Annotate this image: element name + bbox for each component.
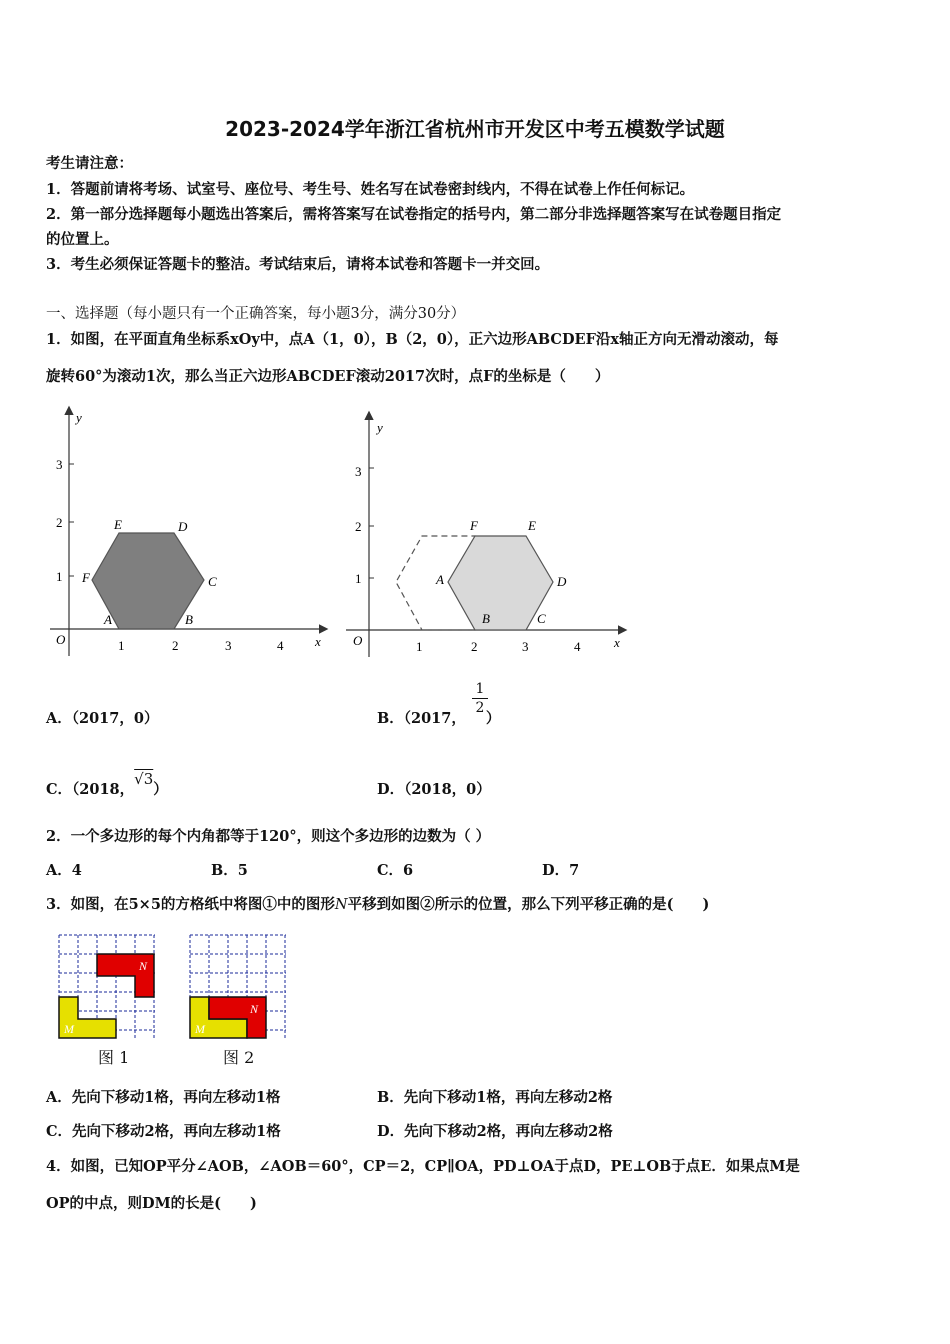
q3-option-a: A．先向下移动1格，再向左移动1格 xyxy=(46,1089,281,1106)
notice-heading: 考生请注意： xyxy=(46,155,133,172)
vertex-A: A xyxy=(436,572,444,587)
x-tick-3: 3 xyxy=(522,639,529,654)
q1-option-b-pre: B．（2017， xyxy=(377,710,466,727)
q3-option-c: C．先向下移动2格，再向左移动1格 xyxy=(46,1123,281,1140)
q1-line1: 1．如图，在平面直角坐标系xOy中，点A（1，0），B（2，0），正六边形ABCDEF沿x轴正方向无滑动滚动，每 xyxy=(46,331,779,348)
notice-item-2-cont: 的位置上。 xyxy=(46,231,119,248)
q3-option-d: D．先向下移动2格，再向左移动2格 xyxy=(377,1123,613,1140)
q1-option-c xyxy=(46,770,168,799)
page-title: 2023-2024学年浙江省杭州市开发区中考五模数学试题 xyxy=(225,117,725,141)
y-label: y xyxy=(76,410,82,425)
q3-figure-1 xyxy=(56,932,160,1040)
x-tick-2: 2 xyxy=(172,638,179,653)
x-tick-4: 4 xyxy=(277,638,284,653)
y-tick-1: 1 xyxy=(56,569,63,584)
x-tick-4: 4 xyxy=(574,639,581,654)
y-label: y xyxy=(377,420,383,435)
q1-option-c-pre: C．（2018， xyxy=(46,781,135,798)
x-label: x xyxy=(614,635,620,650)
notice-item-1: 1．答题前请将考场、试室号、座位号、考生号、姓名写在试卷密封线内，不得在试卷上作任何标记。 xyxy=(46,181,695,198)
vertex-B: B xyxy=(185,612,193,627)
q2-option-a: A．4 xyxy=(46,862,82,879)
q3-text-post: 平移到如图②所示的位置，那么下列平移正确的是( ) xyxy=(347,896,710,913)
vertex-C: C xyxy=(537,611,546,626)
q1-option-b-post: ） xyxy=(485,710,501,727)
vertex-F: F xyxy=(82,570,90,585)
notice-item-3: 3．考生必须保证答题卡的整洁。考试结束后，请将本试卷和答题卡一并交回。 xyxy=(46,256,550,273)
label-N: N xyxy=(250,1002,259,1016)
y-tick-2: 2 xyxy=(355,519,362,534)
q1-line2: 旋转60°为滚动1次，那么当正六边形ABCDEF滚动2017次时，点F的坐标是（ ） xyxy=(46,368,610,385)
notice-item-2: 2．第一部分选择题每小题选出答案后，需将答案写在试卷指定的括号内，第二部分非选择题答案写在试卷题目指定 xyxy=(46,206,782,223)
q3-text xyxy=(46,893,709,914)
q2-option-c: C．6 xyxy=(377,862,414,879)
vertex-F: F xyxy=(470,518,478,533)
vertex-D: D xyxy=(557,574,567,589)
y-tick-3: 3 xyxy=(355,464,362,479)
x-tick-1: 1 xyxy=(118,638,125,653)
label-N: N xyxy=(139,959,148,973)
vertex-E: E xyxy=(114,517,122,532)
q1-option-b-fraction xyxy=(472,681,488,716)
q1-option-c-post: ） xyxy=(153,781,168,798)
q3-option-b: B．先向下移动1格，再向左移动2格 xyxy=(377,1089,613,1106)
vertex-A: A xyxy=(104,612,112,627)
x-tick-2: 2 xyxy=(471,639,478,654)
q1-option-d: D．（2018，0） xyxy=(377,781,491,798)
q2-option-b: B．5 xyxy=(211,862,248,879)
q4-line1: 4．如图，已知OP平分∠AOB，∠AOB＝60°，CP＝2，CP∥OA，PD⊥OA于点D，PE⊥OB于点E．如果点M是 xyxy=(46,1158,800,1175)
y-tick-1: 1 xyxy=(355,571,362,586)
x-tick-1: 1 xyxy=(416,639,423,654)
origin-label: O xyxy=(56,632,66,647)
y-tick-2: 2 xyxy=(56,515,63,530)
q1-figure-1 xyxy=(44,400,334,660)
fraction-numerator: 1 xyxy=(475,681,485,697)
fraction-denominator: 2 xyxy=(475,700,485,716)
q3-text-pre: 3．如图，在5×5的方格纸中将图①中的图形 xyxy=(46,896,335,913)
q3-figure-2-caption: 图 2 xyxy=(223,1048,255,1067)
q3-figure-1-caption: 图 1 xyxy=(98,1048,130,1067)
vertex-B: B xyxy=(482,611,490,626)
section-heading: 一、选择题（每小题只有一个正确答案，每小题3分，满分30分） xyxy=(46,306,466,322)
vertex-E: E xyxy=(528,518,536,533)
vertex-C: C xyxy=(208,574,217,589)
label-M: M xyxy=(64,1022,74,1036)
y-tick-3: 3 xyxy=(56,457,63,472)
origin-label: O xyxy=(353,633,363,648)
sqrt-three: √3 xyxy=(134,770,154,788)
q3-text-var: N xyxy=(334,897,348,913)
q1-option-a: A．（2017，0） xyxy=(46,710,159,727)
x-label: x xyxy=(315,634,321,649)
label-M: M xyxy=(195,1022,205,1036)
x-tick-3: 3 xyxy=(225,638,232,653)
q3-figure-2 xyxy=(187,932,291,1040)
vertex-D: D xyxy=(178,519,188,534)
q2-text: 2．一个多边形的每个内角都等于120°，则这个多边形的边数为（ ） xyxy=(46,828,491,845)
q2-option-d: D．7 xyxy=(542,862,580,879)
q4-line2: OP的中点，则DM的长是( ) xyxy=(46,1195,257,1212)
q1-figure-2 xyxy=(340,405,630,660)
